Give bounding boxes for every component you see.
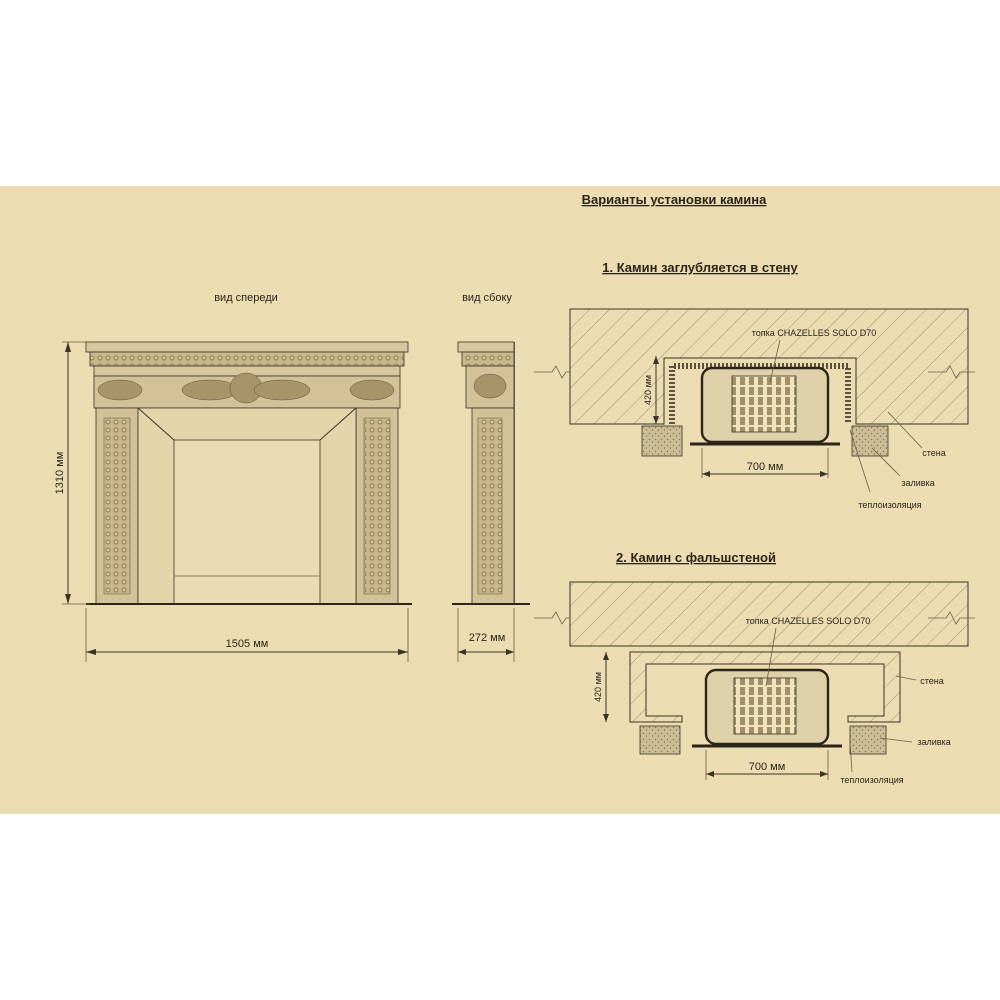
variant-2 [534,550,975,785]
side-view [452,342,530,604]
width-dim-label: 1505 мм [225,638,269,650]
front-view [86,342,412,604]
variant2-fill-label: заливка [917,737,951,747]
fireplace-drawing [0,186,1000,814]
variant1-depth-label: 420 мм [643,375,653,405]
main-title: Варианты установки камина [581,192,767,207]
variant2-depth-label: 420 мм [593,672,603,702]
front-view-label: вид спереди [214,292,278,304]
depth-dim-label: 272 мм [468,632,506,644]
variant2-title: 2. Камин с фальшстеной [616,550,776,565]
height-dim-label: 1310 мм [54,451,66,495]
height-dimension [54,342,90,604]
side-view-label: вид сбоку [462,292,512,304]
variant2-width-label: 700 мм [748,761,786,773]
variant2-insulation-label: теплоизоляция [840,775,904,785]
variant1-insert-label: топка CHAZELLES SOLO D70 [751,328,877,338]
variant1-insulation-label: теплоизоляция [858,500,922,510]
variant-1 [534,260,975,510]
depth-dimension [458,608,514,662]
drawing-sheet [0,186,1000,814]
variant1-title: 1. Камин заглубляется в стену [602,260,798,275]
width-dimension [86,608,408,662]
variant2-wall-label: стена [920,676,944,686]
variant1-wall-label: стена [922,448,946,458]
variant2-insert-label: топка CHAZELLES SOLO D70 [745,616,871,626]
variant1-width-label: 700 мм [746,461,784,473]
variant1-fill-label: заливка [901,478,935,488]
